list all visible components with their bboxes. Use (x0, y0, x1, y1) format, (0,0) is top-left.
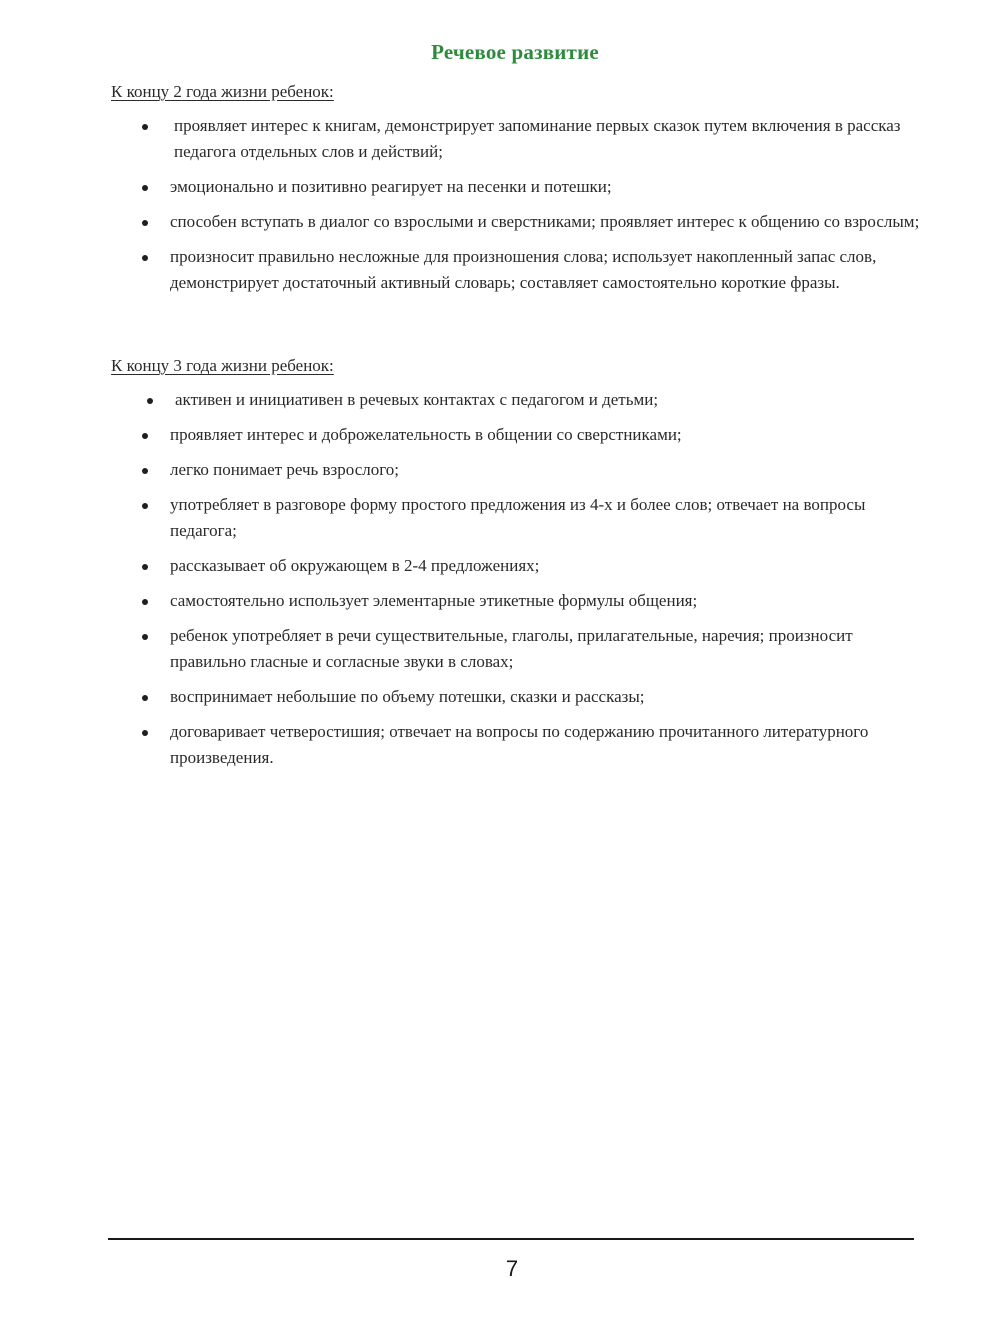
bullet-icon (142, 599, 148, 605)
page-title: Речевое развитие (431, 40, 599, 64)
list-item-text: эмоционально и позитивно реагирует на песенки и потешки; (170, 177, 612, 196)
list-item (111, 553, 921, 579)
list-item (111, 209, 921, 235)
bullet-icon (142, 468, 148, 474)
list-item (111, 387, 921, 413)
list-item-text: легко понимает речь взрослого; (170, 460, 399, 479)
bullet-icon (147, 398, 153, 404)
list-item (111, 174, 921, 200)
list-item (111, 244, 921, 296)
list-item-text: произносит правильно несложные для произношения слова; использует накопленный запас слов, демонстрирует достаточный активный словарь; составляет самостоятельно короткие фразы. (170, 247, 877, 292)
bullet-icon (142, 255, 148, 261)
bullet-icon (142, 185, 148, 191)
list-item-text: проявляет интерес и доброжелательность в общении со сверстниками; (170, 425, 682, 444)
list-item-text: употребляет в разговоре форму простого предложения из 4-х и более слов; отвечает на вопросы педагога; (170, 495, 866, 540)
page-number: 7 (505, 1256, 519, 1281)
bullet-icon (142, 634, 148, 640)
list-item-text: самостоятельно использует элементарные этикетные формулы общения; (170, 591, 698, 610)
list-item-text: активен и инициативен в речевых контактах с педагогом и детьми; (175, 390, 659, 409)
list-item (111, 623, 921, 675)
bullet-list-age-2 (111, 113, 921, 305)
list-item (111, 422, 921, 448)
list-item-text: способен вступать в диалог со взрослыми и сверстниками; проявляет интерес к общению со взрослым; (170, 212, 920, 231)
list-item (111, 492, 921, 544)
list-item-text: проявляет интерес к книгам, демонстрирует запоминание первых сказок путем включения в рассказ педагога отдельных слов и действий; (174, 116, 901, 161)
list-item (111, 113, 921, 165)
bullet-icon (142, 730, 148, 736)
bullet-icon (142, 220, 148, 226)
footer-divider (108, 1238, 914, 1240)
section-heading-age-2: К концу 2 года жизни ребенок: (111, 82, 334, 101)
list-item (111, 719, 921, 771)
bullet-icon (142, 564, 148, 570)
section-heading-age-3: К концу 3 года жизни ребенок: (111, 356, 334, 375)
list-item-text: рассказывает об окружающем в 2-4 предложениях; (170, 556, 540, 575)
list-item-text: ребенок употребляет в речи существительные, глаголы, прилагательные, наречия; произносит правильно гласные и согласные звуки в словах; (170, 626, 853, 671)
bullet-icon (142, 433, 148, 439)
list-item (111, 684, 921, 710)
bullet-list-age-3 (111, 387, 921, 780)
bullet-icon (142, 695, 148, 701)
list-item-text: воспринимает небольшие по объему потешки, сказки и рассказы; (170, 687, 645, 706)
list-item-text: договаривает четверостишия; отвечает на вопросы по содержанию прочитанного литературного произведения. (170, 722, 869, 767)
list-item (111, 457, 921, 483)
bullet-icon (142, 503, 148, 509)
list-item (111, 588, 921, 614)
bullet-icon (142, 124, 148, 130)
